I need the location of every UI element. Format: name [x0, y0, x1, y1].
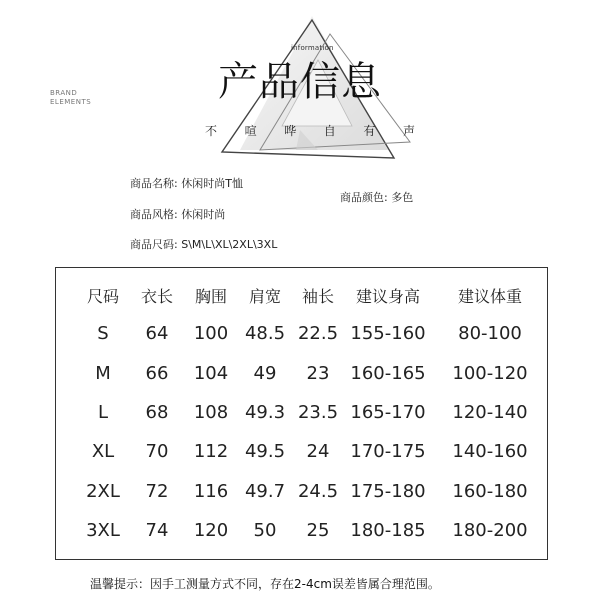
spec-product-color — [340, 189, 413, 205]
table-cell: 48.5 — [244, 323, 286, 344]
spec-product-name — [130, 175, 243, 191]
table-cell: 165-170 — [350, 402, 426, 423]
table-cell: 160-165 — [350, 363, 426, 384]
table-cell: 100-120 — [452, 363, 528, 384]
table-cell: 49.3 — [244, 402, 286, 423]
slogan-char: 自 — [323, 124, 336, 138]
slogan — [205, 122, 415, 139]
table-header-cell: 袖长 — [301, 287, 335, 306]
table-cell: 23 — [306, 363, 330, 384]
table-cell: 25 — [306, 520, 330, 541]
measurement-tip: 温馨提示：因手工测量方式不同，存在2-4cm误差皆属合理范围。 — [90, 577, 440, 591]
spec-label: 商品名称: — [130, 177, 178, 190]
spec-label: 商品风格: — [130, 208, 178, 221]
table-cell: 66 — [145, 363, 169, 384]
spec-product-style — [130, 206, 225, 222]
table-cell: 155-160 — [350, 323, 426, 344]
table-cell: M — [95, 363, 111, 384]
table-cell: 104 — [193, 363, 229, 384]
slogan-char: 喧 — [244, 124, 257, 138]
table-cell: 24 — [306, 441, 330, 462]
table-cell: 68 — [145, 402, 169, 423]
table-header-cell: 建议体重 — [457, 287, 523, 306]
table-cell: 180-185 — [350, 520, 426, 541]
table-cell: 120-140 — [452, 402, 528, 423]
spec-product-sizes — [130, 236, 277, 252]
spec-label: 商品颜色: — [340, 191, 388, 204]
table-cell: L — [97, 402, 109, 423]
table-cell: 80-100 — [458, 323, 522, 344]
table-header-cell: 尺码 — [86, 287, 120, 306]
spec-value: 休闲时尚T恤 — [181, 177, 243, 190]
table-cell: 3XL — [86, 520, 120, 541]
table-header-cell: 建议身高 — [355, 287, 421, 306]
table-header-cell: 肩宽 — [248, 287, 282, 306]
table-cell: 24.5 — [297, 481, 339, 502]
table-cell: 170-175 — [350, 441, 426, 462]
table-cell: 108 — [193, 402, 229, 423]
slogan-char: 声 — [402, 124, 415, 138]
table-header-cell: 衣长 — [140, 287, 174, 306]
table-cell: 49.7 — [244, 481, 286, 502]
spec-label: 商品尺码: — [130, 238, 178, 251]
size-chart-table — [55, 267, 548, 560]
table-cell: 116 — [193, 481, 229, 502]
table-cell: S — [97, 323, 109, 344]
page-title: 产品信息 — [218, 59, 382, 105]
slogan-char: 有 — [363, 124, 376, 138]
table-cell: 49 — [253, 363, 277, 384]
table-cell: 112 — [193, 441, 229, 462]
table-cell: 100 — [193, 323, 229, 344]
table-cell: 120 — [193, 520, 229, 541]
table-cell: 22.5 — [297, 323, 339, 344]
table-cell: 70 — [145, 441, 169, 462]
table-cell: 74 — [145, 520, 169, 541]
table-cell: 160-180 — [452, 481, 528, 502]
spec-value: 休闲时尚 — [181, 208, 226, 221]
slogan-char: 哗 — [284, 124, 297, 138]
table-cell: 64 — [145, 323, 169, 344]
table-cell: 49.5 — [244, 441, 286, 462]
table-cell: 72 — [145, 481, 169, 502]
brand-line-2: ELEMENTS — [50, 98, 92, 106]
information-label: information — [291, 44, 334, 52]
spec-value: S\M\L\XL\2XL\3XL — [181, 238, 278, 251]
brand-line-1: BRAND — [50, 89, 78, 97]
table-cell: 50 — [253, 520, 277, 541]
table-cell: 140-160 — [452, 441, 528, 462]
table-header-cell: 胸围 — [194, 287, 228, 306]
table-cell: 175-180 — [350, 481, 426, 502]
table-cell: 23.5 — [297, 402, 339, 423]
slogan-char: 不 — [205, 124, 218, 138]
table-cell: XL — [91, 441, 115, 462]
table-cell: 2XL — [86, 481, 120, 502]
table-cell: 180-200 — [452, 520, 528, 541]
spec-value: 多色 — [391, 191, 414, 204]
